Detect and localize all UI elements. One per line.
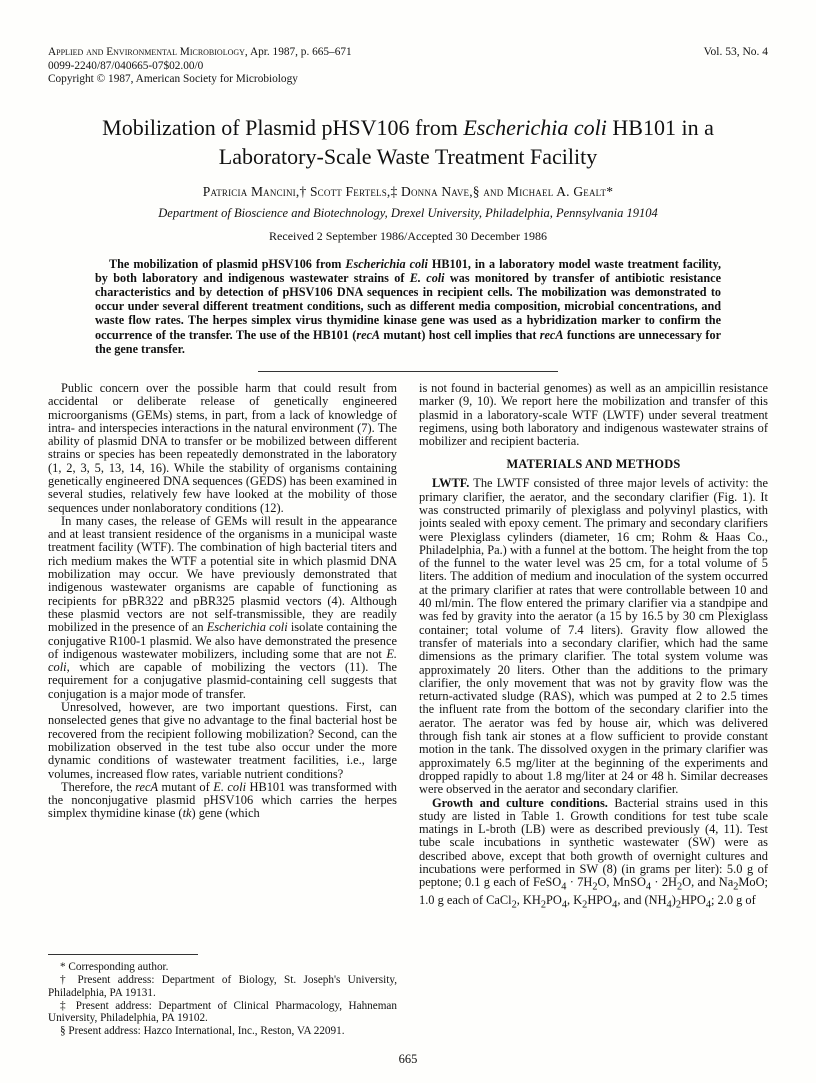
abstract-paragraph: The mobilization of plasmid pHSV106 from Escherichia coli HB101, in a laboratory model waste treatment facility, by both laboratory and indigenous wastewater strains of E. coli was monitored by transfer of antibiotic resistance characteristics and by detection of pHSV106 DNA sequences in recipient cells. The mobilization was demonstrated to occur under several different treatment conditions, such as different media composition, microbial concentrations, and waste flow rates. The herpes simplex virus thymidine kinase gene was used as a hybridization marker to confirm the occurrence of the transfer. The use of the HB101 (recA mutant) host cell implies that recA functions are unnecessary for the gene transfer.	[95, 256, 721, 356]
footnote-present-address-3: § Present address: Hazco International, Inc., Reston, VA 22091.	[60, 1025, 345, 1038]
body-paragraph: LWTF. The LWTF consisted of three major levels of activity: the primary clarifier, the aerator, and the secondary clarifier (Fig. 1). It was constructed primarily of plexiglass and polyvinyl plastics, with joints sealed with epoxy cement. The primary and secondary clarifiers were Plexiglass cylinders (diameter, 16 cm; Rohm & Haas Co., Philadelphia, Pa.) with a funnel at the bottom. The height from the top of the funnel to the water level was 25 cm, for a total volume of 5 liters. The addition of medium and inoculation of the system occurred at the primary clarifier at rates that were controllable between 10 and 40 ml/min. The flow entered the primary clarifier via a standpipe and was fed by gravity into the aerator (a 15 by 16.5 by 30 cm Plexiglass container; total volume of 7.4 liters). Gravity flow allowed the transfer of materials into a secondary clarifier, which had the same dimensions as the primary clarifier. The total system volume was approximately 20 liters. Other than the additions to the primary clarifier, the only movement that was not by gravity flow was the return-activated sludge (RAS), which was pumped at 2 to 2.5 times the influent rate from the bottom of the secondary clarifier into the aerator. The aerator was fed by house air, which was delivered through fish tank air stones at a flow sufficient to provide constant motion in the tank. The dissolved oxygen in the primary clarifier was approximately 6.5 mg/liter at the beginning of the experiments and dropped rapidly to about 1.8 mg/liter at 24 or 48 h. Similar decreases were observed in the aerator and secondary clarifier.	[419, 476, 768, 797]
body-paragraph: Therefore, the recA mutant of E. coli HB101 was transformed with the nonconjugative plasmid pHSV106 which carries the herpes simplex thymidine kinase (tk) gene (which	[48, 779, 397, 821]
page-number: 665	[398, 1052, 418, 1066]
issue-info: Apr. 1987, p. 665–671	[249, 46, 352, 58]
journal-citation-line	[48, 46, 352, 60]
publication-code: 0099-2240/87/040665-07$02.00/0	[48, 59, 204, 72]
body-paragraph: Unresolved, however, are two important questions. First, can nonselected genes that give no advantage to the final bacterial host be recovered from the recipient following mobilization? Second, can the mobilization observed in the test tube also occur under the more dynamic conditions of wastewater treatment facilities, i.e., large volumes, increased flow rates, variable nutrient conditions?	[48, 700, 397, 781]
footnote-present-address-2: ‡ Present address: Department of Clinical Pharmacology, Hahneman University, Philadelphia, PA 19102.	[48, 999, 397, 1025]
copyright-line: Copyright © 1987, American Society for Microbiology	[48, 73, 298, 85]
footnote-present-address-1: † Present address: Department of Biology, St. Joseph's University, Philadelphia, PA 19131.	[48, 973, 397, 999]
authors-line: Patricia Mancini,† Scott Fertels,‡ Donna Nave,§ and Michael A. Gealt*	[202, 183, 614, 199]
body-paragraph: Public concern over the possible harm that could result from accidental or deliberate release of genetically engineered microorganisms (GEMs) stems, in part, from a lack of knowledge of intra- and interspecies interactions in the natural environment (7). The ability of plasmid DNA to transfer or be mobilized between different strains or species has been repeatedly demonstrated in the laboratory (1, 2, 3, 5, 13, 14, 16). While the stability of organisms containing genetically engineered DNA sequences (GEDS) has been examined in several studies, relatively few have looked at the mobility of those sequences under nonlaboratory conditions (12).	[48, 381, 397, 515]
right-column	[419, 382, 768, 1038]
section-heading-materials-and-methods: MATERIALS AND METHODS	[506, 457, 681, 472]
affiliation-line: Department of Bioscience and Biotechnology, Drexel University, Philadelphia, Pennsylvania 19104	[158, 205, 658, 220]
left-column	[48, 382, 397, 1038]
article-title: Mobilization of Plasmid pHSV106 from Escherichia coli HB101 in a Laboratory-Scale Waste Treatment Facility	[102, 114, 714, 169]
footnote-corresponding-author: * Corresponding author.	[60, 961, 169, 974]
abstract-divider-rule	[258, 371, 558, 372]
volume-number: Vol. 53, No. 4	[703, 46, 768, 58]
body-paragraph: Growth and culture conditions. Bacterial strains used in this study are listed in Table 1. Growth conditions for test tube scale matings in L-broth (LB) were as described previously (4, 11). Test tube scale incubations in synthetic wastewater (SW) were as described above, except that both growth of overnight cultures and incubations were performed in SW (8) (in grams per liter): 5.0 g of peptone; 0.1 g each of FeSO$_4$ · $7H_2O$, MnSO$_4$ · $2H_2O$, and $Na_2MoO$; 1.0 g each of CaCl$_2$, $KH_2PO_4$, $K_2HPO_4$, and $(NH_4)_2HPO_4$; 2.0 g of	[419, 795, 768, 911]
masthead-left	[48, 46, 352, 87]
body-paragraph: is not found in bacterial genomes) as well as an ampicillin resistance marker (9, 10). We report here the mobilization and transfer of this plasmid in a laboratory-scale WTF (LWTF) under several treatment regimens, using both laboratory and indigenous wastewater strains of mobilizer and recipient bacteria.	[419, 381, 768, 449]
footnotes-block	[48, 948, 397, 1038]
footnote-divider-rule	[48, 954, 198, 955]
body-paragraph: In many cases, the release of GEMs will result in the appearance and at least transient residence of the organisms in a municipal waste treatment facility (WTF). The combination of high bacterial titers and rich medium makes the WTF a potential site in which plasmid DNA mobilization may occur. We have previously demonstrated that indigenous wastewater organisms are capable of functioning as recipients for pBR322 and pBR325 plasmid vectors (4). Although these plasmid vectors are not self-transmissible, they are readily mobilized in the presence of an Escherichia coli isolate containing the conjugative R100-1 plasmid. We also have demonstrated the presence of indigenous wastewater mobilizers, including some that are not E. coli, which are capable of mobilizing the vectors (11). The requirement for a conjugative plasmid-containing cell suggests that conjugation is a major mode of transfer.	[48, 513, 397, 701]
masthead	[48, 46, 768, 87]
article-body	[48, 382, 768, 1038]
journal-name: Applied and Environmental Microbiology,	[48, 46, 248, 58]
page-footer	[0, 1052, 816, 1067]
received-accepted-line: Received 2 September 1986/Accepted 30 December 1986	[269, 228, 547, 243]
